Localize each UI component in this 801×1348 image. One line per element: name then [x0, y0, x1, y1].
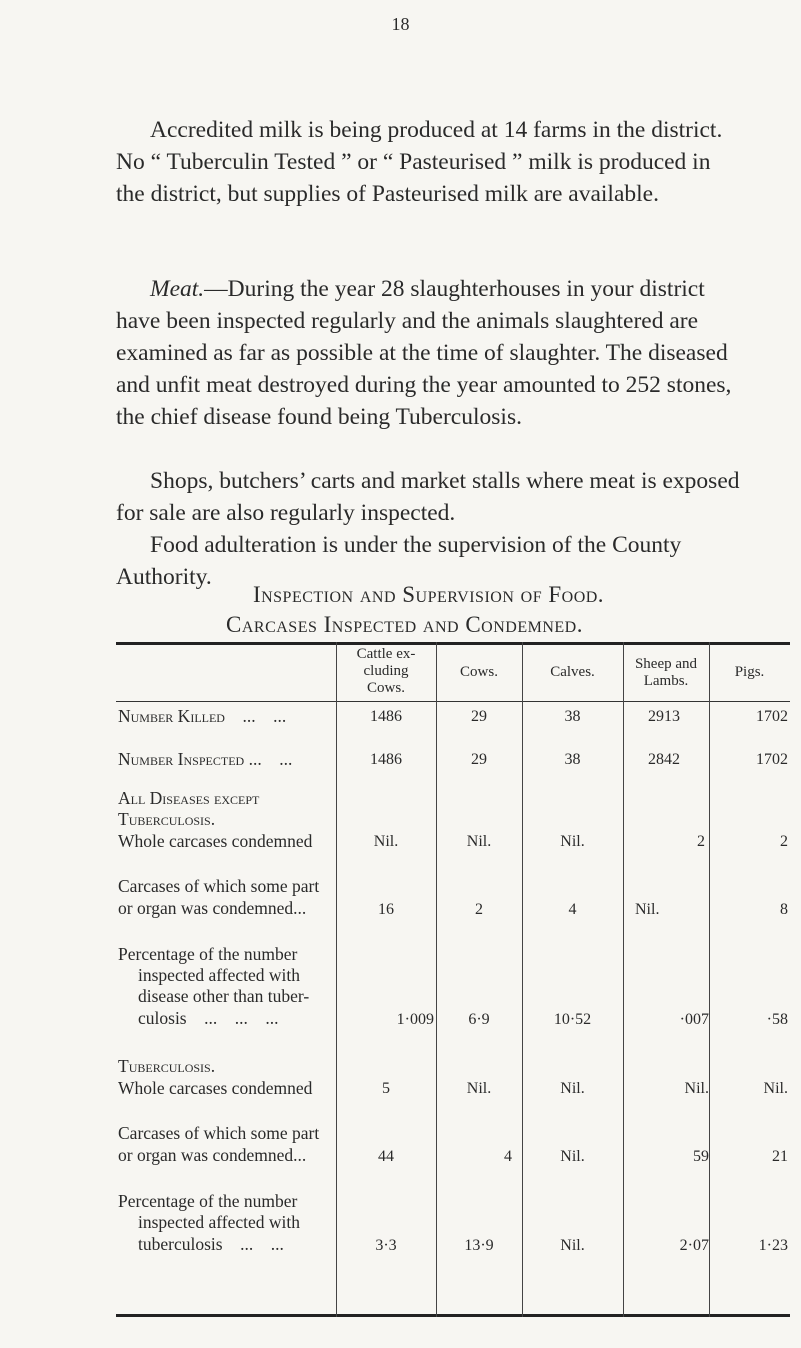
cell-value: 44 [378, 1148, 394, 1165]
carcases-table [116, 642, 790, 1317]
header-line: Lambs. [643, 673, 689, 689]
row-label: Number Killed ... ... [118, 706, 287, 726]
paragraph-text [116, 273, 740, 433]
cell-value: 21 [772, 1148, 788, 1165]
row-label: or organ was condemned... [118, 898, 307, 918]
cell-value: 2 [780, 833, 788, 850]
column-header-sheep [623, 656, 709, 690]
paragraph-text: Food adulteration is under the supervision of the County Authority. [116, 532, 682, 590]
cell-value: Nil. [684, 1080, 709, 1097]
row-label: Whole carcases condemned [118, 1078, 313, 1098]
cell-value: Nil. [560, 833, 585, 850]
paragraph-text: Accredited milk is being produced at 14 farms in the district. No “ Tuberculin Tested ” or “ Pasteurised ” milk is produced in the district, but supplies of Pasteurised milk are available. [116, 117, 723, 207]
column-divider [436, 642, 437, 1317]
page-number: 18 [391, 14, 410, 34]
cell-value: 29 [471, 708, 487, 725]
cell-value: 38 [564, 708, 581, 725]
paragraph-meat [116, 273, 740, 433]
cell-value: 38 [564, 751, 581, 768]
paragraph-accredited-milk [116, 114, 740, 210]
heading-inspection: Inspection and Supervision of Food. [252, 582, 605, 607]
cell-value: 2 [697, 833, 705, 850]
cell-value: 5 [382, 1080, 390, 1097]
cell-value: Nil. [635, 901, 660, 918]
row-label: Percentage of the number [118, 1191, 298, 1211]
cell-value: 4 [504, 1148, 512, 1165]
cell-value: Nil. [373, 833, 399, 850]
cell-value: 8 [780, 901, 788, 918]
cell-value: Nil. [560, 1237, 585, 1254]
cell-value: 10·52 [553, 1011, 592, 1028]
meat-body: —During the year 28 slaughterhouses in your district have been inspected regularly and the animals slaughtered are examined as far as possible at the time of slaughter. The diseased and unfit meat destroyed during the year amounted to 252 stones, the chief disease found being Tuberculosis. [116, 276, 732, 430]
section-label: Tuberculosis. [118, 1056, 216, 1076]
column-divider [522, 642, 523, 1317]
column-divider [623, 642, 624, 1317]
column-header-cattle [336, 646, 436, 697]
cell-value: Nil. [466, 1080, 492, 1097]
cell-value: 13·9 [464, 1237, 494, 1254]
cell-value: 59 [693, 1148, 709, 1165]
header-line: cluding [363, 663, 409, 679]
cell-value: 2842 [648, 751, 680, 768]
row-label: Percentage of the number [118, 944, 298, 964]
column-divider [336, 642, 337, 1317]
row-label: inspected affected with [138, 1212, 300, 1232]
column-divider [709, 642, 710, 1317]
column-header-calves: Calves. [550, 664, 595, 680]
section-label: All Diseases except [118, 788, 260, 808]
cell-value: 2 [475, 901, 483, 918]
table-top-rule [116, 642, 790, 645]
cell-value: 1702 [756, 708, 788, 725]
row-label: culosis ... ... ... [138, 1008, 279, 1028]
cell-value: 16 [378, 901, 394, 918]
paragraph-text: Shops, butchers’ carts and market stalls where meat is exposed for sale are also regularly inspected. [116, 468, 740, 526]
cell-value: 4 [568, 901, 577, 918]
section-label: Tuberculosis. [118, 809, 216, 829]
cell-value: Nil. [763, 1080, 788, 1097]
row-label: tuberculosis ... ... [138, 1234, 284, 1254]
cell-value: ·007 [679, 1011, 709, 1028]
table-bottom-rule [116, 1314, 790, 1317]
header-line: Sheep and [634, 656, 698, 672]
cell-value: 1486 [370, 751, 402, 768]
header-line: Cattle ex- [356, 646, 416, 662]
row-label: Whole carcases condemned [118, 831, 313, 851]
meat-lead: Meat. [150, 276, 205, 302]
table-header-rule [116, 701, 790, 702]
cell-value: 29 [471, 751, 487, 768]
cell-value: 1·009 [396, 1011, 434, 1028]
row-label: or organ was condemned... [118, 1145, 307, 1165]
row-label: Carcases of which some part [118, 876, 320, 896]
header-line: Cows. [367, 680, 405, 696]
row-label: Number Inspected ... ... [118, 749, 293, 769]
column-header-cows: Cows. [460, 664, 498, 680]
cell-value: 3·3 [375, 1237, 397, 1254]
cell-value: 6·9 [468, 1011, 490, 1028]
cell-value: 2·07 [679, 1237, 709, 1254]
cell-value: Nil. [560, 1080, 585, 1097]
cell-value: 2913 [648, 708, 680, 725]
column-header-pigs: Pigs. [734, 664, 765, 680]
cell-value: 1·23 [758, 1237, 788, 1254]
cell-value: Nil. [466, 833, 492, 850]
cell-value: 1486 [370, 708, 402, 725]
paragraph-shops [116, 465, 740, 529]
cell-value: Nil. [560, 1148, 585, 1165]
heading-carcases: Carcases Inspected and Condemned. [226, 612, 583, 637]
row-label: inspected affected with [138, 965, 300, 985]
cell-value: ·58 [766, 1011, 788, 1028]
cell-value: 1702 [756, 751, 788, 768]
row-label: disease other than tuber- [138, 986, 310, 1006]
row-label: Carcases of which some part [118, 1123, 320, 1143]
